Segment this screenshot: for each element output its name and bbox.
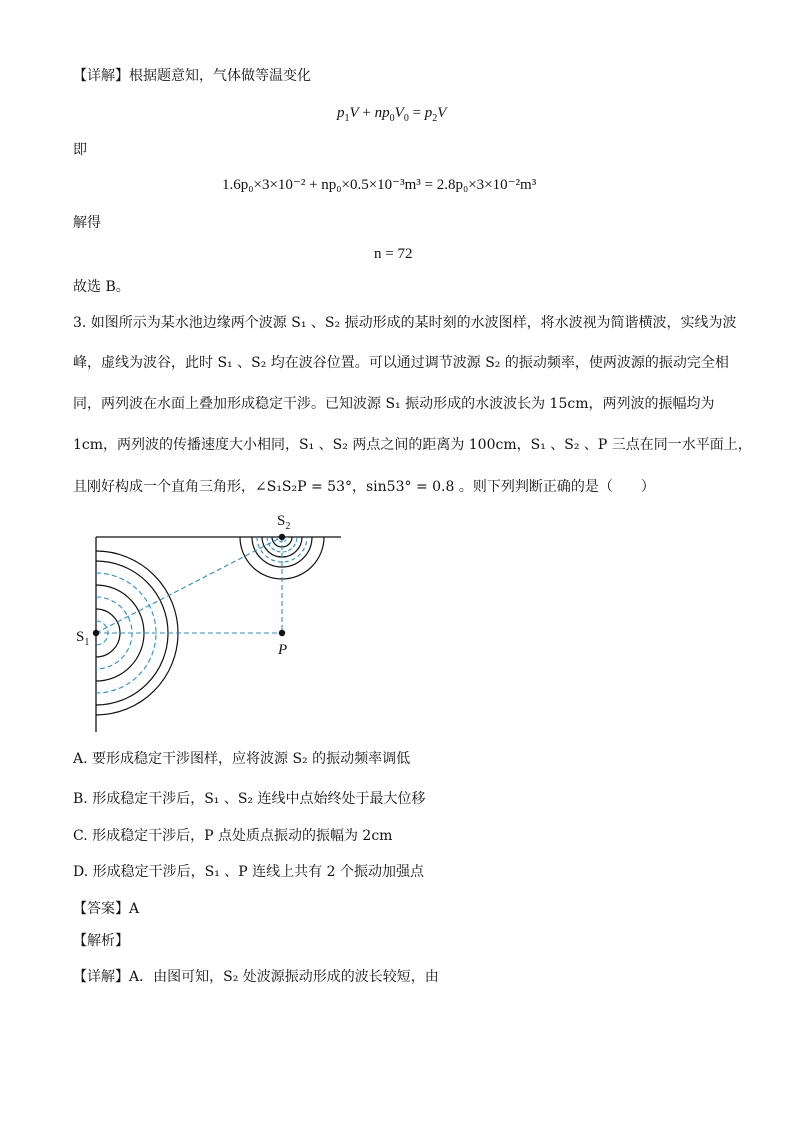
question-line-1: 3. 如图所示为某水池边缘两个波源 S₁ 、S₂ 振动形成的某时刻的水波图样，将水波视为简谐横波，实线为波: [73, 315, 737, 331]
answer-value: A: [129, 901, 140, 917]
s2-label: $S_2$: [277, 513, 291, 532]
equation-1: $p_1V + np_0V_0 = p_2V$: [337, 105, 447, 124]
p-label: P: [278, 642, 288, 658]
question-line-4: 1cm，两列波的传播速度大小相同，S₁ 、S₂ 两点之间的距离为 100cm，S₁ 、S₂ 、P 三点在同一水平面上，: [73, 437, 752, 453]
question-line-3: 同，两列波在水面上叠加形成稳定干涉。已知波源 S₁ 振动形成的水波波长为 15cm，两列波的振幅均为: [73, 396, 715, 412]
s1-point: [93, 630, 99, 636]
equation-3: n = 72: [374, 246, 413, 262]
detail-tag: 【详解】: [73, 68, 129, 84]
analysis-tag: 【解析】: [73, 933, 129, 949]
option-d: D. 形成稳定干涉后，S₁ 、P 连线上共有 2 个振动加强点: [73, 864, 424, 880]
jiede-label: 解得: [73, 215, 101, 231]
answer-detail-text: A．由图可知，S₂ 处波源振动形成的波长较短，由: [129, 969, 439, 985]
line-s1-s2: [96, 537, 282, 633]
answer-line: [73, 899, 139, 919]
answer-detail-tag: 【详解】: [73, 969, 129, 985]
answer-detail-line: [73, 967, 439, 987]
answer-tag: 【答案】: [73, 901, 129, 917]
s1-label: $S_1$: [76, 629, 90, 648]
wave-figure: [60, 508, 360, 738]
equation-2: 1.6p₀×3×10⁻² + np₀×0.5×10⁻³m³ = 2.8p₀×3×10⁻²m³: [222, 177, 537, 193]
p-point: [279, 630, 285, 636]
detail-text: 根据题意知，气体做等温变化: [129, 68, 311, 84]
s2-point: [279, 534, 285, 540]
option-b: B. 形成稳定干涉后，S₁ 、S₂ 连线中点始终处于最大位移: [73, 791, 426, 807]
question-line-2: 峰，虚线为波谷，此时 S₁ 、S₂ 均在波谷位置。可以通过调节波源 S₂ 的振动频率，使两波源的振动完全相: [73, 355, 729, 371]
ji-label: 即: [73, 142, 87, 158]
option-a: A. 要形成稳定干涉图样，应将波源 S₂ 的振动频率调低: [73, 751, 411, 767]
choose-line: 故选 B。: [73, 279, 130, 295]
option-c: C. 形成稳定干涉后，P 点处质点振动的振幅为 2cm: [73, 828, 393, 844]
question-line-5: 且刚好构成一个直角三角形，∠S₁S₂P = 53°，sin53° = 0.8 。则下列判断正确的是（ ）: [73, 479, 655, 495]
detail-line-1: [73, 66, 311, 86]
